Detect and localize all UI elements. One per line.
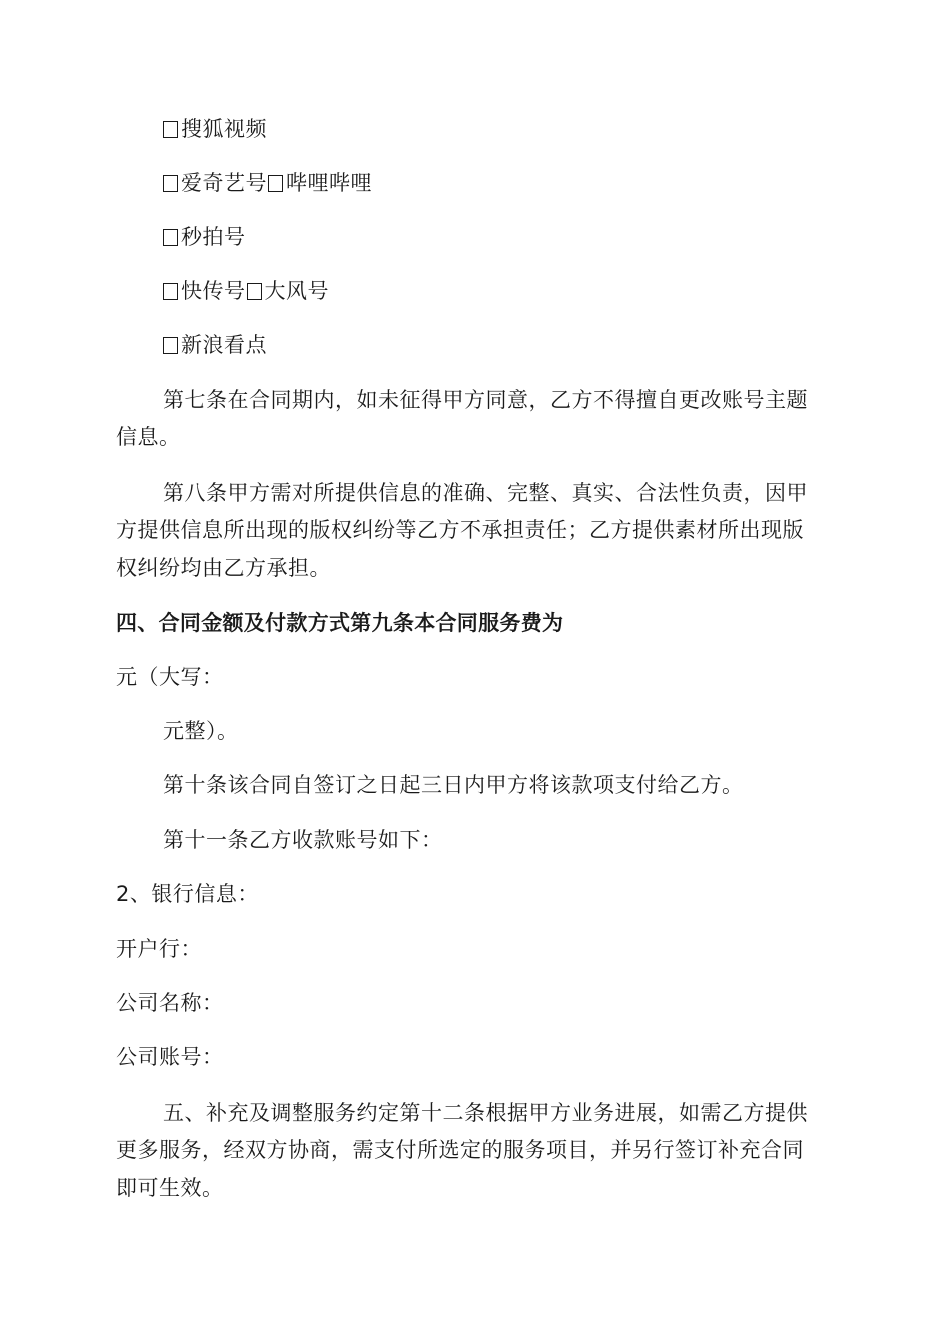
article-8-line-1: 第八条甲方需对所提供信息的准确、完整、真实、合法性负责，因甲	[163, 481, 808, 505]
option-miaopai	[163, 210, 836, 264]
checkbox-icon[interactable]	[163, 121, 178, 138]
amount-yuan-zheng: 元整）。	[163, 719, 239, 743]
checkbox-icon[interactable]	[163, 229, 178, 246]
option-sohu-video	[163, 102, 836, 156]
company-account-field: 公司账号：	[116, 1045, 224, 1069]
article-11: 第十一条乙方收款账号如下：	[163, 828, 443, 852]
option-label: 秒拍号	[181, 225, 246, 249]
article-8-line-2: 方提供信息所出现的版权纠纷等乙方不承担责任；乙方提供素材所出现版	[116, 518, 804, 542]
article-8-line-3: 权纠纷均由乙方承担。	[116, 556, 331, 580]
article-7-line-1: 第七条在合同期内，如未征得甲方同意，乙方不得擅自更改账号主题	[163, 388, 808, 412]
option-label: 新浪看点	[181, 333, 267, 357]
section-5-line-1: 五、补充及调整服务约定第十二条根据甲方业务进展，如需乙方提供	[163, 1101, 808, 1125]
option-kuaichuan-dafeng	[163, 264, 836, 318]
checkbox-icon[interactable]	[268, 175, 283, 192]
checkbox-icon[interactable]	[247, 283, 262, 300]
option-sina-kandian	[163, 318, 836, 372]
article-10: 第十条该合同自签订之日起三日内甲方将该款项支付给乙方。	[163, 773, 744, 797]
option-label: 大风号	[264, 279, 329, 303]
option-iqiyi-bilibili	[163, 156, 836, 210]
option-label: 快传号	[181, 279, 246, 303]
checkbox-icon[interactable]	[163, 283, 178, 300]
section-4-heading: 四、合同金额及付款方式第九条本合同服务费为	[116, 611, 564, 635]
amount-yuan: 元（大写：	[116, 665, 224, 689]
checkbox-icon[interactable]	[163, 337, 178, 354]
option-label: 搜狐视频	[181, 117, 267, 141]
option-label: 哔哩哔哩	[286, 171, 372, 195]
bank-info-heading: 2、银行信息：	[116, 882, 259, 906]
article-7-line-2: 信息。	[116, 425, 181, 449]
option-label: 爱奇艺号	[181, 171, 267, 195]
company-name-field: 公司名称：	[116, 991, 224, 1015]
checkbox-icon[interactable]	[163, 175, 178, 192]
section-5-line-2: 更多服务，经双方协商，需支付所选定的服务项目，并另行签订补充合同	[116, 1138, 804, 1162]
bank-open-field: 开户行：	[116, 937, 202, 961]
section-5-line-3: 即可生效。	[116, 1176, 224, 1200]
